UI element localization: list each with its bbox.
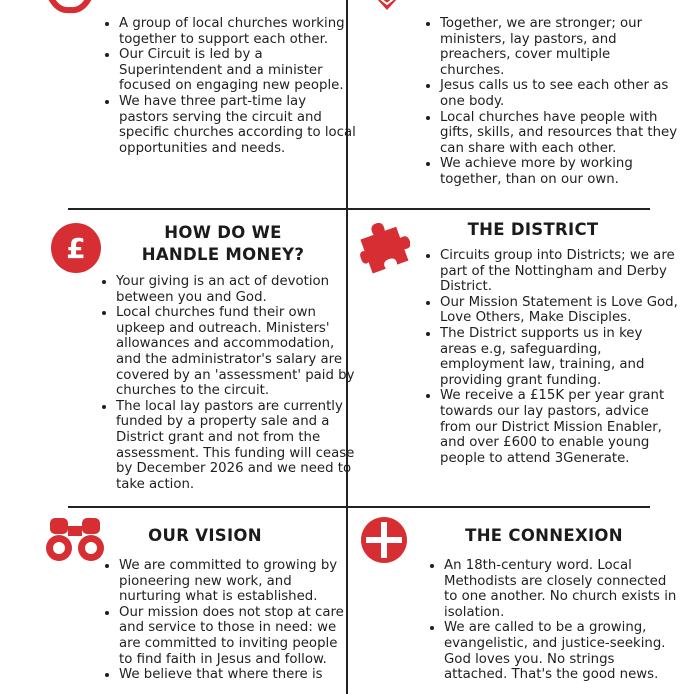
district-section	[348, 210, 694, 506]
connexion-title: THE CONNEXION	[465, 526, 623, 545]
methodist-cross-icon	[360, 516, 408, 568]
together-bullet: • Together, we are stronger; our ministers, lay pastors, and preachers, cover multiple churches.	[440, 16, 678, 78]
money-section	[0, 210, 355, 506]
connexion-section	[348, 508, 694, 694]
vision-section	[0, 508, 346, 694]
circuit-bullets	[99, 16, 359, 156]
money-bullets	[96, 274, 362, 492]
money-bullet: • Local churches fund their own upkeep and outreach. Ministers' allowances and accommodation, and the administrator's salary are covered by an 'assessment' paid by churches to the circuit.	[116, 305, 362, 399]
connexion-bullet: • An 18th-century word. Local Methodists are closely connected to one another. No church exists in isolation.	[444, 558, 680, 620]
vision-bullet: • We are committed to growing by pioneering new work, and nurturing what is established.	[119, 558, 351, 605]
together-bullet: • Local churches have people with gifts, skills, and resources that they can share with each other.	[440, 110, 678, 157]
vision-bullet: • Our mission does not stop at care and service to those in need: we are committed to inviting people to find faith in Jesus and follow.	[119, 605, 351, 667]
people-circle-icon	[40, 0, 100, 20]
together-bullets	[420, 16, 678, 188]
together-bullet: • Jesus calls us to see each other as one body.	[440, 78, 678, 109]
pound-coin-icon	[50, 222, 102, 278]
connexion-bullet: • We are called to be a growing, evangelistic, and justice-seeking. God loves you. No strings attached. That's the good news.	[444, 620, 680, 682]
circuit-bullet: • We have three part-time lay pastors serving the circuit and specific churches according to local opportunities and needs.	[119, 94, 359, 156]
heart-hands-icon	[362, 0, 412, 22]
vision-bullet: • We believe that where there is	[119, 667, 351, 683]
money-title	[118, 222, 328, 266]
money-bullet: • The local lay pastors are currently funded by a property sale and a District grant and not from the assessment. This funding will cease by December 2026 and we need to take action.	[116, 399, 362, 493]
together-section	[348, 0, 694, 208]
svg-text:£: £	[66, 232, 86, 265]
circuit-bullet: • Our Circuit is led by a Superintendent and a minister focused on engaging new people.	[119, 47, 359, 94]
connexion-bullets	[424, 558, 680, 683]
circuit-bullet: • A group of local churches working together to support each other.	[119, 16, 359, 47]
money-bullet: • Your giving is an act of devotion between you and God.	[116, 274, 362, 305]
puzzle-piece-icon	[358, 218, 410, 278]
district-bullet: • Our Mission Statement is Love God, Love Others, Make Disciples.	[440, 295, 680, 326]
binoculars-icon	[44, 514, 106, 568]
vision-title: OUR VISION	[148, 526, 262, 545]
money-title-line1: HOW DO WE	[164, 223, 282, 242]
vision-bullets	[99, 558, 351, 683]
money-title-line2: HANDLE MONEY?	[141, 245, 305, 264]
district-bullet: • We receive a £15K per year grant towards our lay pastors, advice from our District Mission Enabler, and over £600 to enable young people to attend 3Generate.	[440, 388, 680, 466]
district-bullets	[420, 248, 680, 466]
district-bullet: • The District supports us in key areas e.g, safeguarding, employment law, training, and providing grant funding.	[440, 326, 680, 388]
circuit-section	[0, 0, 356, 208]
district-bullet: • Circuits group into Districts; we are part of the Nottingham and Derby District.	[440, 248, 680, 295]
district-title: THE DISTRICT	[467, 220, 599, 239]
together-bullet: • We achieve more by working together, than on our own.	[440, 156, 678, 187]
